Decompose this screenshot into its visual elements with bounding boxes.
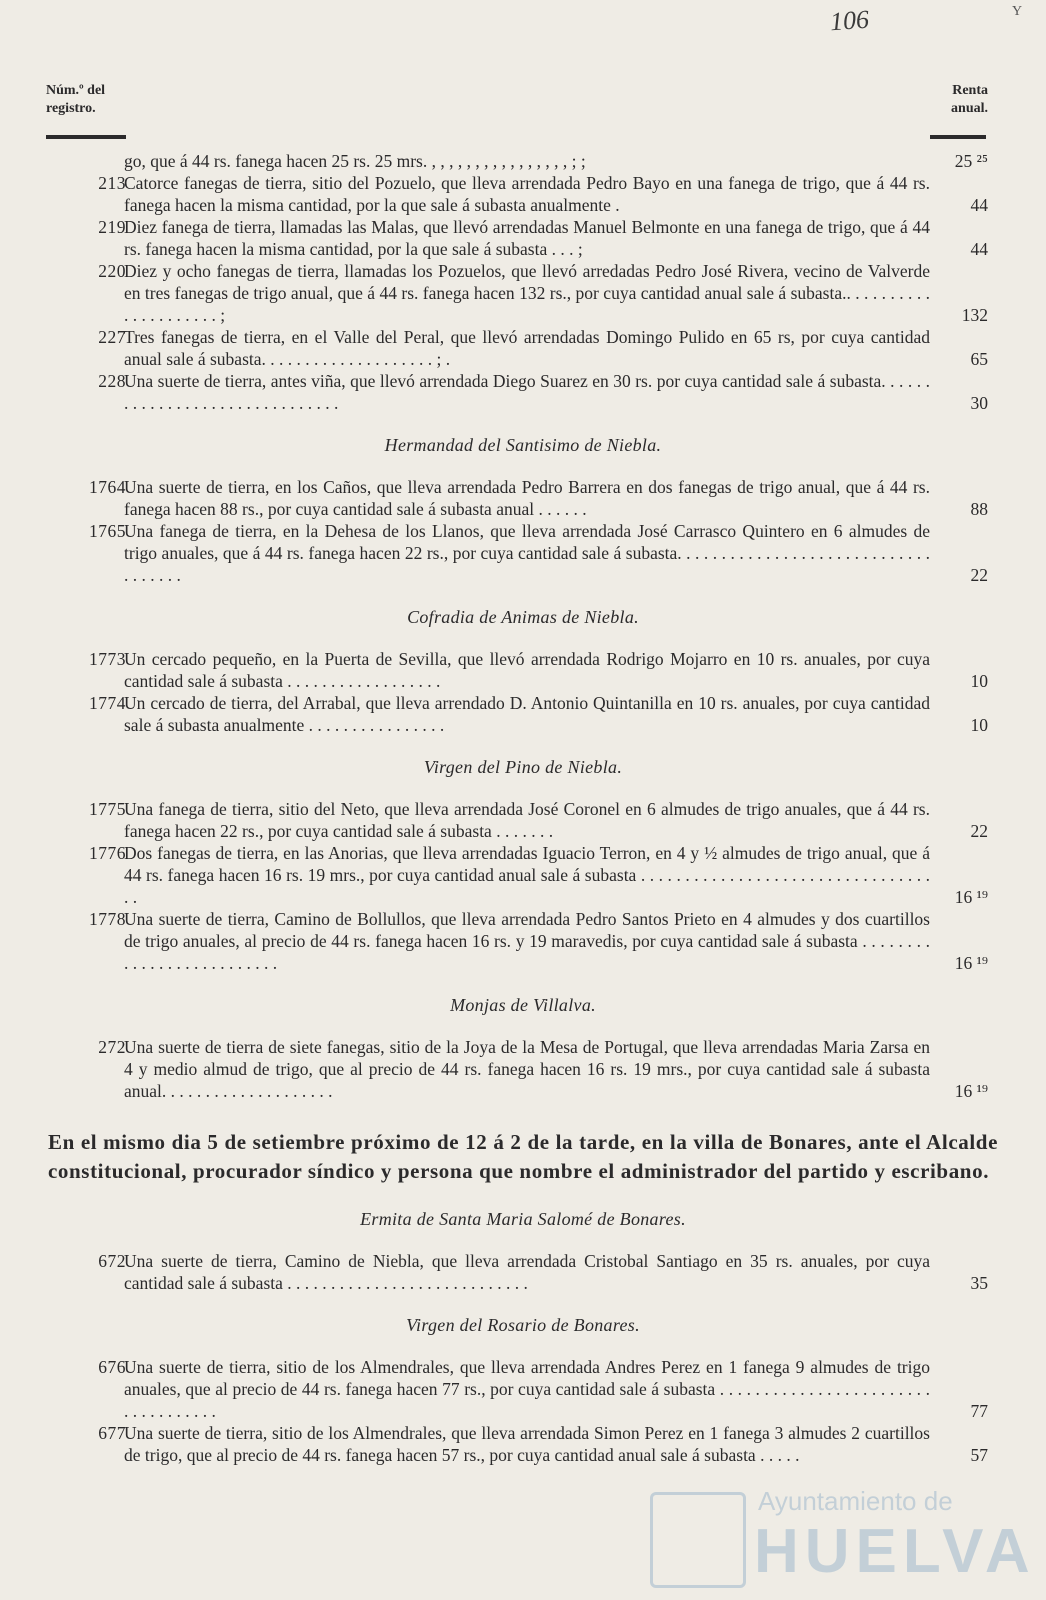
entry xyxy=(0,1036,1046,1102)
renta-amount: 132 xyxy=(961,305,988,325)
registro-number: 228 xyxy=(98,371,126,391)
registro-number: 1774 xyxy=(89,693,126,713)
renta-amount: 10 xyxy=(970,671,988,691)
renta-amount: 16 ¹⁹ xyxy=(954,887,988,907)
entry xyxy=(0,520,1046,586)
column-header-registro xyxy=(46,82,105,118)
column-header-renta xyxy=(940,82,988,118)
entry xyxy=(0,326,1046,370)
auction-notice: En el mismo dia 5 de setiembre próximo de 12 á 2 de la tarde, en la villa de Bonares, ante el Alcalde constitucional, procurador síndico y persona que nombre el administrador del partido y escribano. xyxy=(48,1130,998,1183)
renta-amount: 35 xyxy=(970,1273,988,1293)
renta-amount: 22 xyxy=(970,565,988,585)
entry-group-b xyxy=(0,476,1046,586)
renta-amount: 22 xyxy=(970,821,988,841)
renta-amount: 16 ¹⁹ xyxy=(954,1081,988,1101)
entry-group-d xyxy=(0,798,1046,974)
renta-amount: 77 xyxy=(970,1401,988,1421)
column-header-renta-line1: Renta xyxy=(952,83,988,98)
entry-group-e xyxy=(0,1036,1046,1102)
section-title: Virgen del Pino de Niebla. xyxy=(423,757,623,777)
registro-number: 227 xyxy=(98,327,126,347)
page-number: 106 xyxy=(829,4,870,37)
renta-amount: 44 xyxy=(970,239,988,259)
entry xyxy=(0,260,1046,326)
column-header-registro-line1: Núm.º del xyxy=(46,83,106,98)
renta-amount: 57 xyxy=(970,1445,988,1465)
registro-number: 1775 xyxy=(89,799,126,819)
document-body xyxy=(0,150,1046,1466)
registro-number: 672 xyxy=(98,1251,126,1271)
entry-text: Una suerte de tierra, antes viña, que llevó arrendada Diego Suarez en 30 rs. por cuya cantidad sale á subasta. . . . . . . . . . . . . . . . . . . . . . . . . . . . . . . xyxy=(124,371,930,413)
section-title: Monjas de Villalva. xyxy=(450,995,596,1015)
registro-number: 213 xyxy=(98,173,126,193)
column-header-registro-line2: registro. xyxy=(46,101,96,116)
registro-number: 1776 xyxy=(89,843,126,863)
section-title: Cofradia de Animas de Niebla. xyxy=(407,607,639,627)
section-title: Hermandad del Santisimo de Niebla. xyxy=(384,435,662,455)
entry xyxy=(0,908,1046,974)
entry-text: Dos fanegas de tierra, en las Anorias, que lleva arrendadas Iguacio Terron, en 4 y ½ almudes de trigo anual, que á 44 rs. fanega hacen 16 rs. 19 mrs., por cuya cantidad anual sale á subasta . . . . . . . . . . . . . . . . . . . . . . . . . . . . . . . . . . . xyxy=(124,843,930,907)
entry xyxy=(0,798,1046,842)
entry-group-a xyxy=(0,150,1046,414)
entry xyxy=(0,476,1046,520)
entry-text: go, que á 44 rs. fanega hacen 25 rs. 25 mrs. , , , , , , , , , , , , , , , , ; ; xyxy=(124,151,586,171)
entry-text: Una fanega de tierra, sitio del Neto, que lleva arrendada José Coronel en 6 almudes de trigo anuales, que á 44 rs. fanega hacen 22 rs., por cuya cantidad sale á subasta . . . . . . . xyxy=(124,799,930,841)
renta-amount: 65 xyxy=(970,349,988,369)
entry-text: Una fanega de tierra, en la Dehesa de los Llanos, que lleva arrendada José Carrasco Quintero en 6 almudes de trigo anuales, que á 44 rs. fanega hacen 22 rs., por cuya cantidad sale á subasta. . . . . . . . . . . . . . . . . . . . . . . . . . . . . . . . . . . . xyxy=(124,521,930,585)
registro-number: 677 xyxy=(98,1423,126,1443)
entry-group-c xyxy=(0,648,1046,736)
entry xyxy=(0,692,1046,736)
entry-text: Una suerte de tierra, sitio de los Almendrales, que lleva arrendada Andres Perez en 1 fanega 9 almudes de trigo anuales, que al precio de 44 rs. fanega hacen 77 rs., por cuya cantidad sale á subasta . . . . . . . . . . . . . . . . . . . . . . . . . . . . . . . . . . . xyxy=(124,1357,930,1421)
section-title: Virgen del Rosario de Bonares. xyxy=(406,1315,640,1335)
column-rule-left xyxy=(46,135,126,139)
column-header-renta-line2: anual. xyxy=(951,101,988,116)
corner-mark: Y xyxy=(1012,4,1023,19)
entry-text: Diez y ocho fanegas de tierra, llamadas los Pozuelos, que llevó arredadas Pedro José Rivera, vecino de Valverde en tres fanegas de trigo anual, que á 44 rs. fanega hacen 132 rs., por cuya cantidad anual sale á subasta.. . . . . . . . . . . . . . . . . . . . . ; xyxy=(124,261,930,325)
entry xyxy=(0,1356,1046,1422)
entry-text: Una suerte de tierra, sitio de los Almendrales, que lleva arrendada Simon Perez en 1 fanega 3 almudes 2 cuartillos de trigo, que al precio de 44 rs. fanega hacen 57 rs., por cuya cantidad anual sale á subasta . . . . . xyxy=(124,1423,930,1465)
renta-amount: 44 xyxy=(970,195,988,215)
entry xyxy=(0,216,1046,260)
registro-number: 1765 xyxy=(89,521,126,541)
column-rule-right xyxy=(930,135,986,139)
renta-amount: 16 ¹⁹ xyxy=(954,953,988,973)
entry-text: Diez fanega de tierra, llamadas las Malas, que llevó arrendadas Manuel Belmonte en una fanega de trigo, que á 44 rs. fanega hacen la misma cantidad, por la que sale á subasta . . . ; xyxy=(124,217,930,259)
watermark-top-text: Ayuntamiento de xyxy=(758,1486,953,1516)
entry-text: Una suerte de tierra, en los Caños, que lleva arrendada Pedro Barrera en dos fanegas de trigo anual, que á 44 rs. fanega hacen 88 rs., por cuya cantidad sale á subasta anual . . . . . . xyxy=(124,477,930,519)
watermark xyxy=(650,1482,1036,1592)
entry-text: Una suerte de tierra, Camino de Bollullos, que lleva arrendada Pedro Santos Prieto en 4 almudes y dos cuartillos de trigo anuales, al precio de 44 rs. fanega hacen 16 rs. y 19 maravedis, por cuya cantidad sale á subasta . . . . . . . . . . . . . . . . . . . . . . . . . . xyxy=(124,909,930,973)
coat-of-arms-icon xyxy=(650,1492,746,1588)
entry xyxy=(0,150,1046,172)
entry-text: Un cercado pequeño, en la Puerta de Sevilla, que llevó arrendada Rodrigo Mojarro en 10 rs. anuales, por cuya cantidad sale á subasta . . . . . . . . . . . . . . . . . . xyxy=(124,649,930,691)
renta-amount: 25 ²⁵ xyxy=(954,151,988,171)
entry-text: Catorce fanegas de tierra, sitio del Pozuelo, que lleva arrendada Pedro Bayo en una fanega de trigo, que á 44 rs. fanega hacen la misma cantidad, por la que sale á subasta anualmente . xyxy=(124,173,930,215)
entry xyxy=(0,842,1046,908)
registro-number: 1764 xyxy=(89,477,126,497)
entry-text: Tres fanegas de tierra, en el Valle del Peral, que llevó arrendadas Domingo Pulido en 65 rs, por cuya cantidad anual sale á subasta. . . . . . . . . . . . . . . . . . . . ; . xyxy=(124,327,930,369)
registro-number: 272 xyxy=(98,1037,126,1057)
entry xyxy=(0,1422,1046,1466)
registro-number: 1778 xyxy=(89,909,126,929)
section-title: Ermita de Santa Maria Salomé de Bonares. xyxy=(360,1209,686,1229)
registro-number: 219 xyxy=(98,217,126,237)
registro-number: 1773 xyxy=(89,649,126,669)
registro-number: 220 xyxy=(98,261,126,281)
entry-text: Una suerte de tierra, Camino de Niebla, que lleva arrendada Cristobal Santiago en 35 rs. anuales, por cuya cantidad sale á subasta . . . . . . . . . . . . . . . . . . . . . . . . . . . . xyxy=(124,1251,930,1293)
entry-group-g xyxy=(0,1356,1046,1466)
entry-group-f xyxy=(0,1250,1046,1294)
registro-number: 676 xyxy=(98,1357,126,1377)
entry-text: Una suerte de tierra de siete fanegas, sitio de la Joya de la Mesa de Portugal, que lleva arrendadas Maria Zarsa en 4 y medio almud de trigo, que al precio de 44 rs. fanega hacen 16 rs. 19 mrs., por cuya cantidad sale á subasta anual. . . . . . . . . . . . . . . . . . . . xyxy=(124,1037,930,1101)
entry-text: Un cercado de tierra, del Arrabal, que lleva arrendado D. Antonio Quintanilla en 10 rs. anuales, por cuya cantidad sale á subasta anualmente . . . . . . . . . . . . . . . . xyxy=(124,693,930,735)
renta-amount: 30 xyxy=(970,393,988,413)
renta-amount: 88 xyxy=(970,499,988,519)
renta-amount: 10 xyxy=(970,715,988,735)
entry xyxy=(0,1250,1046,1294)
entry xyxy=(0,370,1046,414)
entry xyxy=(0,648,1046,692)
entry xyxy=(0,172,1046,216)
watermark-main-text: HUELVA xyxy=(754,1517,1036,1586)
